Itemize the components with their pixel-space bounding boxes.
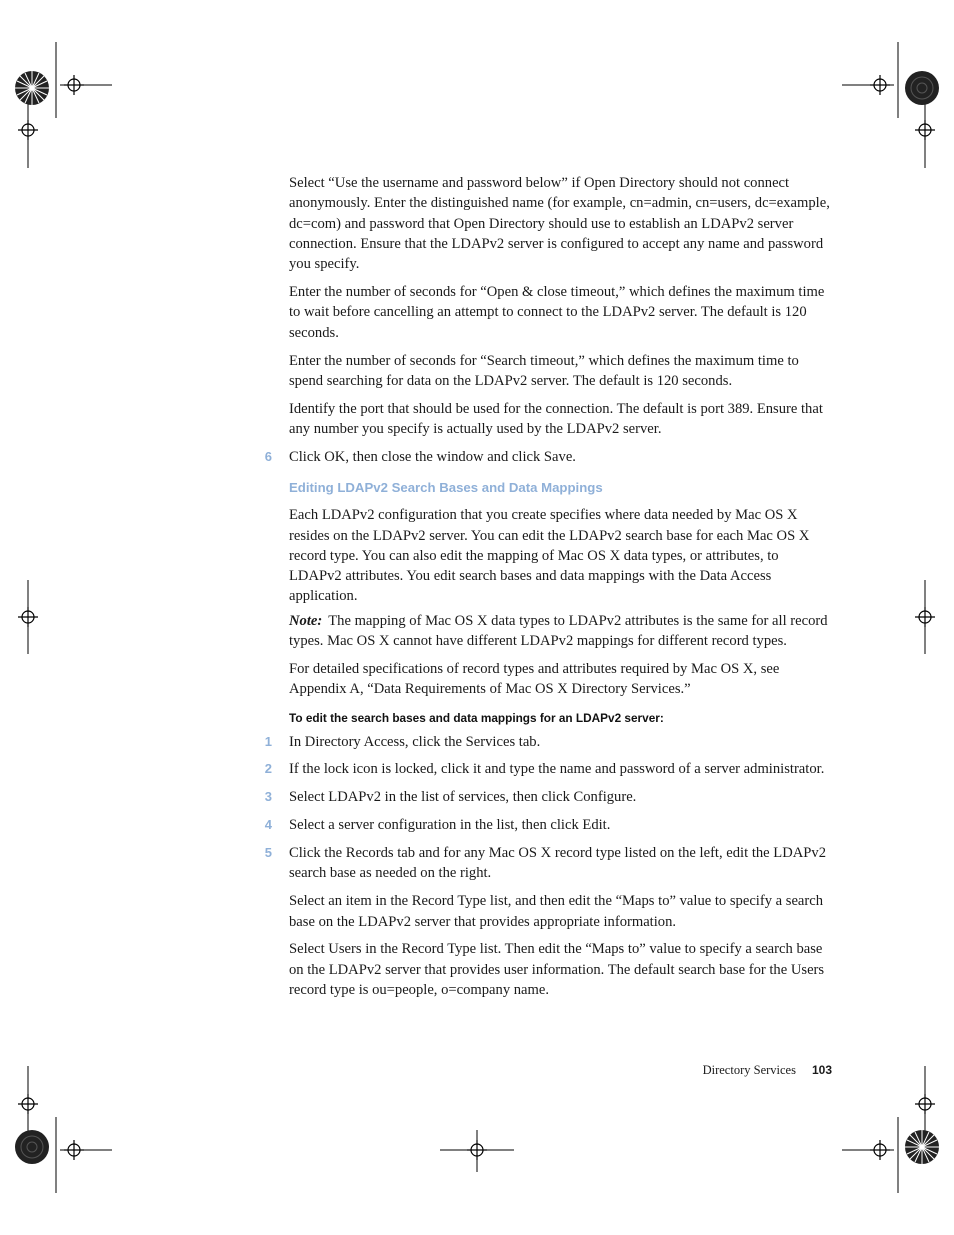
paragraph-specifications: For detailed specifications of record types and attributes required by Mac OS X, see Appendix A, “Data Requirements of Mac OS X Directory Services.” xyxy=(289,660,780,698)
note-text: The mapping of Mac OS X data types to LDAPv2 attributes is the same for all record types. Mac OS X cannot have different LDAPv2 mappings for different record types. xyxy=(289,612,828,650)
dark-circle-mark-icon xyxy=(905,71,939,105)
step-text: If the lock icon is locked, click it and type the name and password of a server administrator. xyxy=(289,761,825,778)
registration-target-icon xyxy=(467,1140,487,1160)
page-footer xyxy=(703,1063,832,1078)
paragraph-section-intro: Each LDAPv2 configuration that you create specifies where data needed by Mac OS X resides on the LDAPv2 server. You can edit the LDAPv2 search base for each Mac OS X record type. You can also edit the mapping of Mac OS X data types, or attributes, to LDAPv2 attributes. You edit search bases and data mappings with the Data Access application. xyxy=(289,507,810,605)
starburst-mark-icon xyxy=(905,1130,939,1164)
step-3 xyxy=(264,787,834,807)
registration-target-icon xyxy=(870,1140,890,1160)
starburst-mark-icon xyxy=(15,71,49,105)
registration-target-icon xyxy=(18,1094,38,1114)
section-heading: Editing LDAPv2 Search Bases and Data Mappings xyxy=(289,480,603,496)
step-text: Click the Records tab and for any Mac OS X record type listed on the left, edit the LDAPv2 search base as needed on the right. xyxy=(289,845,826,882)
paragraph-users-record-type: Select Users in the Record Type list. Then edit the “Maps to” value to specify a search base on the LDAPv2 server that provides user information. The default search base for the Users record type is ou=people, o=company name. xyxy=(289,941,825,999)
dark-circle-mark-icon xyxy=(15,1130,49,1164)
registration-target-icon xyxy=(870,75,890,95)
step-number: 2 xyxy=(264,761,272,777)
paragraph-record-type-item: Select an item in the Record Type list, and then edit the “Maps to” value to specify a search base on the LDAPv2 server that provides appropriate information. xyxy=(289,893,824,930)
step-text: Select a server configuration in the list, then click Edit. xyxy=(289,817,611,834)
step-5 xyxy=(264,843,834,884)
step-number: 4 xyxy=(264,817,272,833)
step-number: 5 xyxy=(264,845,272,861)
step-text: Click OK, then close the window and click Save. xyxy=(289,448,576,465)
page-number: 103 xyxy=(811,1063,832,1077)
step-text: Select LDAPv2 in the list of services, then click Configure. xyxy=(289,789,637,806)
step-1 xyxy=(264,732,834,752)
paragraph-search-timeout: Enter the number of seconds for “Search timeout,” which defines the maximum time to spend searching for data on the LDAPv2 server. The default is 120 seconds. xyxy=(289,352,799,389)
paragraph-open-close-timeout: Enter the number of seconds for “Open & close timeout,” which defines the maximum time to wait before cancelling an attempt to connect to the LDAPv2 server. The default is 120 seconds. xyxy=(289,284,825,341)
step-number: 6 xyxy=(264,448,272,464)
registration-target-icon xyxy=(64,1140,84,1160)
step-6 xyxy=(264,447,834,467)
footer-section-title: Directory Services xyxy=(702,1063,796,1077)
step-text: In Directory Access, click the Services tab. xyxy=(289,733,541,750)
paragraph-port: Identify the port that should be used for the connection. The default is port 389. Ensure that any number you specify is actually used by the LDAPv2 server. xyxy=(289,400,823,438)
step-number: 1 xyxy=(264,733,272,749)
registration-target-icon xyxy=(18,120,38,140)
registration-target-icon xyxy=(18,607,38,627)
note-paragraph xyxy=(289,611,834,652)
registration-target-icon xyxy=(915,1094,935,1114)
paragraph-credentials: Select “Use the username and password below” if Open Directory should not connect anonymously. Enter the distinguished name (for example, cn=admin, cn=users, dc=example, dc=com) and password that Open Directory should use to establish an LDAPv2 server connection. Ensure that the LDAPv2 server is configured to accept any name and password you specify. xyxy=(289,175,830,273)
step-2 xyxy=(264,759,834,779)
registration-target-icon xyxy=(64,75,84,95)
registration-target-icon xyxy=(915,607,935,627)
note-label: Note: xyxy=(289,612,323,629)
step-4 xyxy=(264,815,834,835)
page-body xyxy=(264,173,834,1008)
task-heading: To edit the search bases and data mappings for an LDAPv2 server: xyxy=(289,710,664,725)
step-number: 3 xyxy=(264,789,272,805)
registration-target-icon xyxy=(915,120,935,140)
